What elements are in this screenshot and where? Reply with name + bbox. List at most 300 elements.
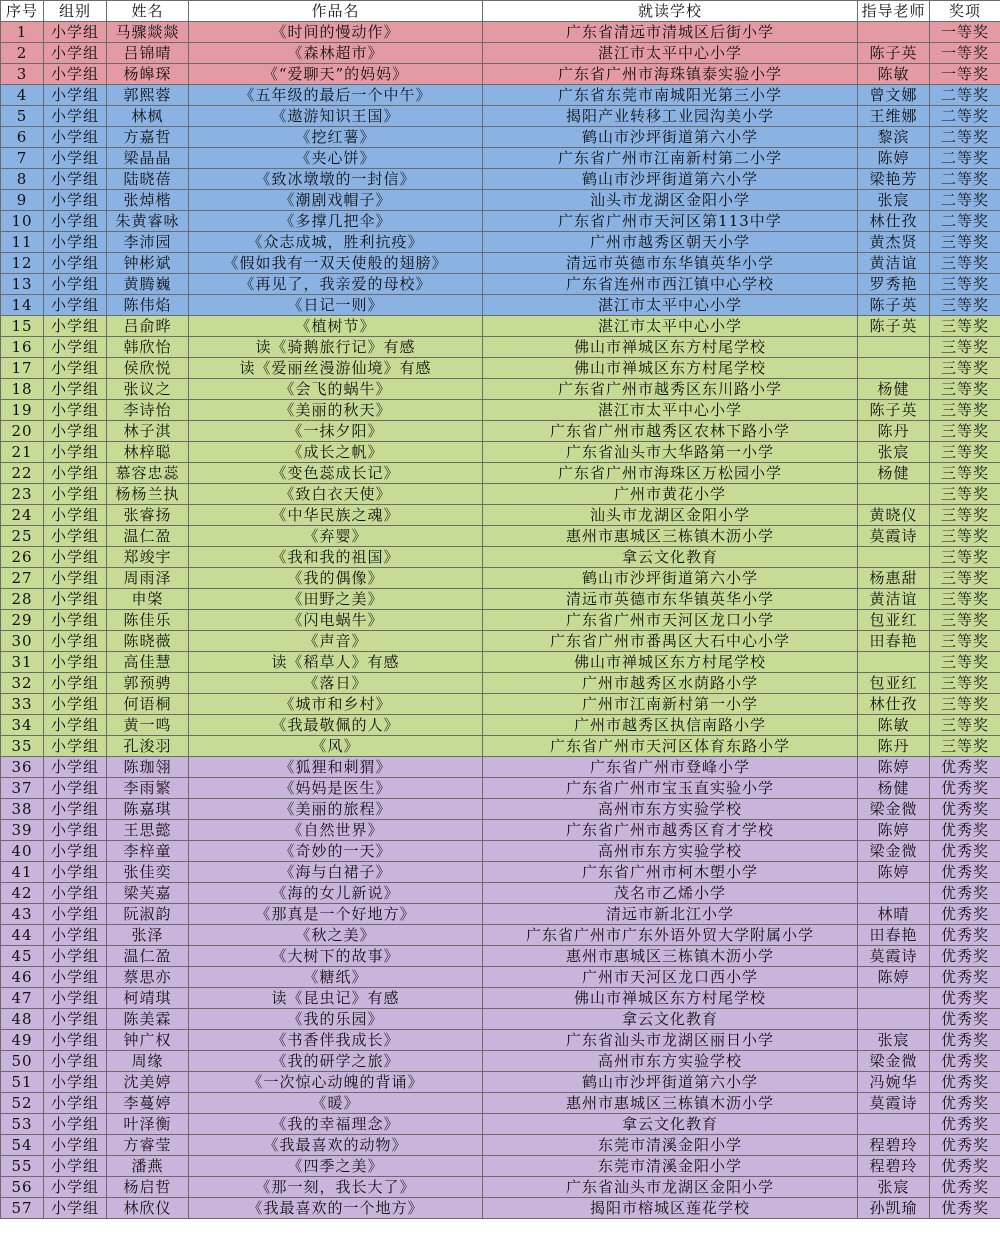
cell-award: 优秀奖: [930, 799, 1000, 820]
cell-award: 一等奖: [930, 22, 1000, 43]
cell-no: 53: [1, 1114, 44, 1135]
cell-group: 小学组: [44, 1156, 107, 1177]
cell-name: 蔡思亦: [107, 967, 189, 988]
cell-name: 陈伟焰: [107, 295, 189, 316]
header-row: [1, 1, 1000, 22]
cell-group: 小学组: [44, 295, 107, 316]
table-row: [1, 253, 1000, 274]
cell-school: 广州市黄花小学: [483, 484, 858, 505]
cell-no: 2: [1, 43, 44, 64]
cell-no: 19: [1, 400, 44, 421]
table-row: [1, 967, 1000, 988]
cell-school: 惠州市惠城区三栋镇木沥小学: [483, 946, 858, 967]
cell-name: 慕容忠蕊: [107, 463, 189, 484]
cell-teacher: 杨健: [858, 463, 930, 484]
cell-group: 小学组: [44, 547, 107, 568]
cell-work: 《奇妙的一天》: [189, 841, 483, 862]
cell-work: 《自然世界》: [189, 820, 483, 841]
cell-work: 读《爱丽丝漫游仙境》有感: [189, 358, 483, 379]
table-row: [1, 106, 1000, 127]
cell-teacher: 杨健: [858, 379, 930, 400]
cell-teacher: 梁艳芳: [858, 169, 930, 190]
cell-group: 小学组: [44, 316, 107, 337]
cell-teacher: 冯婉华: [858, 1072, 930, 1093]
cell-group: 小学组: [44, 841, 107, 862]
cell-work: 《落日》: [189, 673, 483, 694]
table-row: [1, 1114, 1000, 1135]
cell-teacher: 陈子英: [858, 316, 930, 337]
cell-name: 沈美婷: [107, 1072, 189, 1093]
cell-name: 吕俞晔: [107, 316, 189, 337]
table-row: [1, 484, 1000, 505]
header-no: 序号: [1, 1, 44, 22]
cell-name: 郭熙蓉: [107, 85, 189, 106]
cell-group: 小学组: [44, 337, 107, 358]
table-row: [1, 568, 1000, 589]
cell-group: 小学组: [44, 526, 107, 547]
cell-group: 小学组: [44, 799, 107, 820]
cell-name: 叶泽衡: [107, 1114, 189, 1135]
cell-award: 优秀奖: [930, 883, 1000, 904]
cell-group: 小学组: [44, 484, 107, 505]
table-row: [1, 358, 1000, 379]
cell-school: 东莞市清溪金阳小学: [483, 1156, 858, 1177]
cell-school: 汕头市龙湖区金阳小学: [483, 190, 858, 211]
cell-teacher: 林仕孜: [858, 211, 930, 232]
cell-no: 22: [1, 463, 44, 484]
cell-school: 拿云文化教育: [483, 547, 858, 568]
cell-teacher: 莫霞诗: [858, 946, 930, 967]
table-row: [1, 694, 1000, 715]
cell-school: 广东省广州市广东外语外贸大学附属小学: [483, 925, 858, 946]
cell-school: 拿云文化教育: [483, 1009, 858, 1030]
cell-group: 小学组: [44, 64, 107, 85]
cell-work: 《海的女儿新说》: [189, 883, 483, 904]
cell-no: 33: [1, 694, 44, 715]
cell-group: 小学组: [44, 652, 107, 673]
cell-award: 三等奖: [930, 568, 1000, 589]
cell-school: 广东省广州市越秀区东川路小学: [483, 379, 858, 400]
cell-school: 广东省广州市海珠区万松园小学: [483, 463, 858, 484]
cell-group: 小学组: [44, 253, 107, 274]
table-row: [1, 1198, 1000, 1219]
cell-award: 优秀奖: [930, 967, 1000, 988]
cell-award: 三等奖: [930, 337, 1000, 358]
cell-group: 小学组: [44, 1114, 107, 1135]
cell-school: 湛江市太平中心小学: [483, 316, 858, 337]
cell-award: 优秀奖: [930, 1177, 1000, 1198]
cell-no: 1: [1, 22, 44, 43]
cell-no: 25: [1, 526, 44, 547]
table-row: [1, 652, 1000, 673]
cell-no: 52: [1, 1093, 44, 1114]
cell-no: 43: [1, 904, 44, 925]
cell-award: 二等奖: [930, 85, 1000, 106]
cell-teacher: 程碧玲: [858, 1135, 930, 1156]
cell-award: 三等奖: [930, 358, 1000, 379]
cell-work: 《妈妈是医生》: [189, 778, 483, 799]
cell-group: 小学组: [44, 610, 107, 631]
cell-school: 广东省广州市江南新村第二小学: [483, 148, 858, 169]
table-row: [1, 1093, 1000, 1114]
cell-award: 优秀奖: [930, 1135, 1000, 1156]
cell-name: 黄一鸣: [107, 715, 189, 736]
cell-award: 三等奖: [930, 547, 1000, 568]
cell-no: 49: [1, 1030, 44, 1051]
cell-school: 鹤山市沙坪街道第六小学: [483, 127, 858, 148]
cell-teacher: 陈子英: [858, 43, 930, 64]
cell-name: 钟广权: [107, 1030, 189, 1051]
cell-award: 三等奖: [930, 736, 1000, 757]
cell-no: 14: [1, 295, 44, 316]
cell-teacher: 陈婷: [858, 820, 930, 841]
cell-group: 小学组: [44, 379, 107, 400]
cell-no: 3: [1, 64, 44, 85]
cell-name: 李诗怡: [107, 400, 189, 421]
cell-work: 《“爱聊天”的妈妈》: [189, 64, 483, 85]
cell-work: 《我的偶像》: [189, 568, 483, 589]
cell-work: 《再见了，我亲爱的母校》: [189, 274, 483, 295]
cell-teacher: 陈婷: [858, 148, 930, 169]
table-row: [1, 316, 1000, 337]
cell-no: 41: [1, 862, 44, 883]
table-row: [1, 400, 1000, 421]
table-row: [1, 904, 1000, 925]
cell-school: 高州市东方实验学校: [483, 1051, 858, 1072]
table-row: [1, 85, 1000, 106]
cell-award: 三等奖: [930, 274, 1000, 295]
cell-teacher: 莫霞诗: [858, 1093, 930, 1114]
cell-group: 小学组: [44, 106, 107, 127]
cell-group: 小学组: [44, 736, 107, 757]
cell-award: 二等奖: [930, 148, 1000, 169]
cell-teacher: 陈丹: [858, 736, 930, 757]
cell-no: 23: [1, 484, 44, 505]
cell-no: 26: [1, 547, 44, 568]
cell-name: 钟彬斌: [107, 253, 189, 274]
cell-school: 佛山市禅城区东方村尾学校: [483, 652, 858, 673]
cell-group: 小学组: [44, 589, 107, 610]
cell-work: 读《昆虫记》有感: [189, 988, 483, 1009]
cell-name: 吕锦晴: [107, 43, 189, 64]
cell-name: 朱黄睿咏: [107, 211, 189, 232]
cell-name: 张焯楷: [107, 190, 189, 211]
cell-school: 东莞市清溪金阳小学: [483, 1135, 858, 1156]
cell-name: 张睿扬: [107, 505, 189, 526]
cell-school: 揭阳产业转移工业园沟美小学: [483, 106, 858, 127]
cell-award: 三等奖: [930, 694, 1000, 715]
cell-school: 揭阳市榕城区莲花学校: [483, 1198, 858, 1219]
cell-name: 陈嘉琪: [107, 799, 189, 820]
cell-group: 小学组: [44, 1135, 107, 1156]
cell-no: 56: [1, 1177, 44, 1198]
cell-group: 小学组: [44, 421, 107, 442]
cell-teacher: [858, 652, 930, 673]
cell-no: 12: [1, 253, 44, 274]
cell-work: 《城市和乡村》: [189, 694, 483, 715]
cell-teacher: 杨健: [858, 778, 930, 799]
cell-group: 小学组: [44, 883, 107, 904]
table-row: [1, 1009, 1000, 1030]
cell-work: 《书香伴我成长》: [189, 1030, 483, 1051]
cell-work: 《中华民族之魂》: [189, 505, 483, 526]
table-row: [1, 1051, 1000, 1072]
cell-name: 陈美霖: [107, 1009, 189, 1030]
cell-name: 梁晶晶: [107, 148, 189, 169]
cell-school: 清远市英德市东华镇英华小学: [483, 589, 858, 610]
table-row: [1, 505, 1000, 526]
cell-award: 三等奖: [930, 484, 1000, 505]
cell-school: 佛山市禅城区东方村尾学校: [483, 988, 858, 1009]
cell-school: 惠州市惠城区三栋镇木沥小学: [483, 1093, 858, 1114]
cell-group: 小学组: [44, 862, 107, 883]
cell-name: 侯欣悦: [107, 358, 189, 379]
cell-work: 《美丽的秋天》: [189, 400, 483, 421]
cell-no: 5: [1, 106, 44, 127]
cell-work: 《我的研学之旅》: [189, 1051, 483, 1072]
cell-teacher: 田春艳: [858, 925, 930, 946]
cell-work: 《那一刻，我长大了》: [189, 1177, 483, 1198]
cell-teacher: 包亚红: [858, 610, 930, 631]
cell-name: 周雨泽: [107, 568, 189, 589]
cell-group: 小学组: [44, 127, 107, 148]
cell-no: 50: [1, 1051, 44, 1072]
cell-no: 54: [1, 1135, 44, 1156]
table-row: [1, 148, 1000, 169]
cell-teacher: 王维娜: [858, 106, 930, 127]
cell-school: 湛江市太平中心小学: [483, 43, 858, 64]
cell-name: 郭预骋: [107, 673, 189, 694]
cell-school: 湛江市太平中心小学: [483, 400, 858, 421]
cell-no: 57: [1, 1198, 44, 1219]
cell-school: 鹤山市沙坪街道第六小学: [483, 169, 858, 190]
cell-school: 广东省广州市登峰小学: [483, 757, 858, 778]
cell-name: 李蔓婷: [107, 1093, 189, 1114]
cell-no: 42: [1, 883, 44, 904]
cell-award: 优秀奖: [930, 757, 1000, 778]
cell-group: 小学组: [44, 358, 107, 379]
cell-work: 《那真是一个好地方》: [189, 904, 483, 925]
table-row: [1, 1156, 1000, 1177]
cell-work: 《遨游知识王国》: [189, 106, 483, 127]
cell-school: 广东省广州市越秀区农林下路小学: [483, 421, 858, 442]
cell-group: 小学组: [44, 967, 107, 988]
cell-award: 三等奖: [930, 610, 1000, 631]
cell-no: 39: [1, 820, 44, 841]
cell-teacher: [858, 358, 930, 379]
cell-work: 《一抹夕阳》: [189, 421, 483, 442]
cell-award: 优秀奖: [930, 1198, 1000, 1219]
cell-no: 18: [1, 379, 44, 400]
table-row: [1, 43, 1000, 64]
cell-name: 陈珈翎: [107, 757, 189, 778]
table-row: [1, 820, 1000, 841]
cell-name: 潘燕: [107, 1156, 189, 1177]
cell-school: 广东省广州市天河区体育东路小学: [483, 736, 858, 757]
cell-work: 读《稻草人》有感: [189, 652, 483, 673]
cell-work: 《植树节》: [189, 316, 483, 337]
table-row: [1, 799, 1000, 820]
cell-school: 高州市东方实验学校: [483, 841, 858, 862]
cell-work: 《我和我的祖国》: [189, 547, 483, 568]
cell-no: 36: [1, 757, 44, 778]
cell-teacher: 陈婷: [858, 862, 930, 883]
cell-school: 拿云文化教育: [483, 1114, 858, 1135]
cell-school: 鹤山市沙坪街道第六小学: [483, 1072, 858, 1093]
cell-no: 30: [1, 631, 44, 652]
table-row: [1, 589, 1000, 610]
cell-school: 茂名市乙烯小学: [483, 883, 858, 904]
cell-no: 10: [1, 211, 44, 232]
table-row: [1, 169, 1000, 190]
cell-school: 广东省汕头市龙湖区金阳小学: [483, 1177, 858, 1198]
cell-award: 三等奖: [930, 505, 1000, 526]
cell-group: 小学组: [44, 925, 107, 946]
cell-name: 林梓聪: [107, 442, 189, 463]
table-row: [1, 232, 1000, 253]
cell-award: 三等奖: [930, 442, 1000, 463]
cell-group: 小学组: [44, 1177, 107, 1198]
cell-award: 三等奖: [930, 421, 1000, 442]
table-row: [1, 736, 1000, 757]
cell-work: 《风》: [189, 736, 483, 757]
cell-no: 38: [1, 799, 44, 820]
cell-work: 《日记一则》: [189, 295, 483, 316]
table-row: [1, 1177, 1000, 1198]
cell-teacher: 张宸: [858, 442, 930, 463]
cell-no: 11: [1, 232, 44, 253]
cell-award: 三等奖: [930, 526, 1000, 547]
cell-name: 黄腾巍: [107, 274, 189, 295]
cell-school: 广东省广州市海珠镇泰实验小学: [483, 64, 858, 85]
cell-award: 二等奖: [930, 190, 1000, 211]
cell-name: 李雨繁: [107, 778, 189, 799]
cell-no: 27: [1, 568, 44, 589]
cell-teacher: 杨惠甜: [858, 568, 930, 589]
cell-school: 汕头市龙湖区金阳小学: [483, 505, 858, 526]
cell-teacher: [858, 547, 930, 568]
cell-award: 优秀奖: [930, 925, 1000, 946]
cell-award: 三等奖: [930, 232, 1000, 253]
cell-award: 三等奖: [930, 400, 1000, 421]
cell-teacher: 黄洁谊: [858, 253, 930, 274]
cell-work: 《潮剧戏帽子》: [189, 190, 483, 211]
cell-teacher: [858, 883, 930, 904]
cell-no: 24: [1, 505, 44, 526]
cell-group: 小学组: [44, 169, 107, 190]
cell-work: 《四季之美》: [189, 1156, 483, 1177]
cell-work: 《闪电蜗牛》: [189, 610, 483, 631]
cell-teacher: [858, 988, 930, 1009]
cell-teacher: 张宸: [858, 1030, 930, 1051]
header-group: 组别: [44, 1, 107, 22]
cell-work: 《美丽的旅程》: [189, 799, 483, 820]
cell-name: 周缘: [107, 1051, 189, 1072]
header-school: 就读学校: [483, 1, 858, 22]
table-row: [1, 778, 1000, 799]
cell-name: 林子淇: [107, 421, 189, 442]
cell-award: 优秀奖: [930, 820, 1000, 841]
cell-no: 55: [1, 1156, 44, 1177]
cell-school: 广东省广州市越秀区育才学校: [483, 820, 858, 841]
cell-award: 三等奖: [930, 652, 1000, 673]
cell-award: 三等奖: [930, 589, 1000, 610]
cell-teacher: 陈子英: [858, 400, 930, 421]
cell-group: 小学组: [44, 820, 107, 841]
cell-group: 小学组: [44, 43, 107, 64]
cell-no: 45: [1, 946, 44, 967]
cell-teacher: 张宸: [858, 190, 930, 211]
cell-work: 《挖红薯》: [189, 127, 483, 148]
cell-group: 小学组: [44, 568, 107, 589]
cell-award: 优秀奖: [930, 1051, 1000, 1072]
cell-work: 《弃婴》: [189, 526, 483, 547]
cell-no: 48: [1, 1009, 44, 1030]
cell-teacher: [858, 1009, 930, 1030]
table-row: [1, 862, 1000, 883]
cell-work: 《致冰墩墩的一封信》: [189, 169, 483, 190]
cell-work: 读《骑鹅旅行记》有感: [189, 337, 483, 358]
cell-no: 20: [1, 421, 44, 442]
cell-teacher: 黄洁谊: [858, 589, 930, 610]
cell-group: 小学组: [44, 1093, 107, 1114]
cell-no: 8: [1, 169, 44, 190]
cell-work: 《成长之帆》: [189, 442, 483, 463]
cell-no: 51: [1, 1072, 44, 1093]
cell-school: 广东省广州市天河区龙口小学: [483, 610, 858, 631]
cell-group: 小学组: [44, 715, 107, 736]
cell-name: 何语桐: [107, 694, 189, 715]
cell-school: 广东省清远市清城区后街小学: [483, 22, 858, 43]
cell-work: 《多撑几把伞》: [189, 211, 483, 232]
cell-teacher: 梁金微: [858, 841, 930, 862]
cell-name: 温仁盈: [107, 526, 189, 547]
cell-work: 《狐狸和刺猬》: [189, 757, 483, 778]
cell-group: 小学组: [44, 757, 107, 778]
table-row: [1, 610, 1000, 631]
cell-no: 28: [1, 589, 44, 610]
cell-name: 温仁盈: [107, 946, 189, 967]
cell-group: 小学组: [44, 694, 107, 715]
cell-school: 广州市越秀区执信南路小学: [483, 715, 858, 736]
cell-group: 小学组: [44, 1009, 107, 1030]
table-row: [1, 274, 1000, 295]
cell-work: 《海与白裙子》: [189, 862, 483, 883]
cell-group: 小学组: [44, 1198, 107, 1219]
cell-name: 杨启哲: [107, 1177, 189, 1198]
cell-award: 三等奖: [930, 379, 1000, 400]
table-row: [1, 1072, 1000, 1093]
cell-work: 《森林超市》: [189, 43, 483, 64]
cell-group: 小学组: [44, 442, 107, 463]
header-award: 奖项: [930, 1, 1000, 22]
cell-work: 《我最喜欢的动物》: [189, 1135, 483, 1156]
cell-work: 《我的乐园》: [189, 1009, 483, 1030]
cell-award: 三等奖: [930, 316, 1000, 337]
cell-name: 方睿莹: [107, 1135, 189, 1156]
cell-school: 广州市江南新村第一小学: [483, 694, 858, 715]
table-row: [1, 64, 1000, 85]
cell-work: 《众志成城，胜利抗疫》: [189, 232, 483, 253]
cell-award: 优秀奖: [930, 862, 1000, 883]
cell-group: 小学组: [44, 1030, 107, 1051]
cell-school: 清远市英德市东华镇英华小学: [483, 253, 858, 274]
cell-teacher: 张宸: [858, 1177, 930, 1198]
cell-group: 小学组: [44, 505, 107, 526]
cell-award: 优秀奖: [930, 1156, 1000, 1177]
cell-teacher: 包亚红: [858, 673, 930, 694]
cell-group: 小学组: [44, 1072, 107, 1093]
